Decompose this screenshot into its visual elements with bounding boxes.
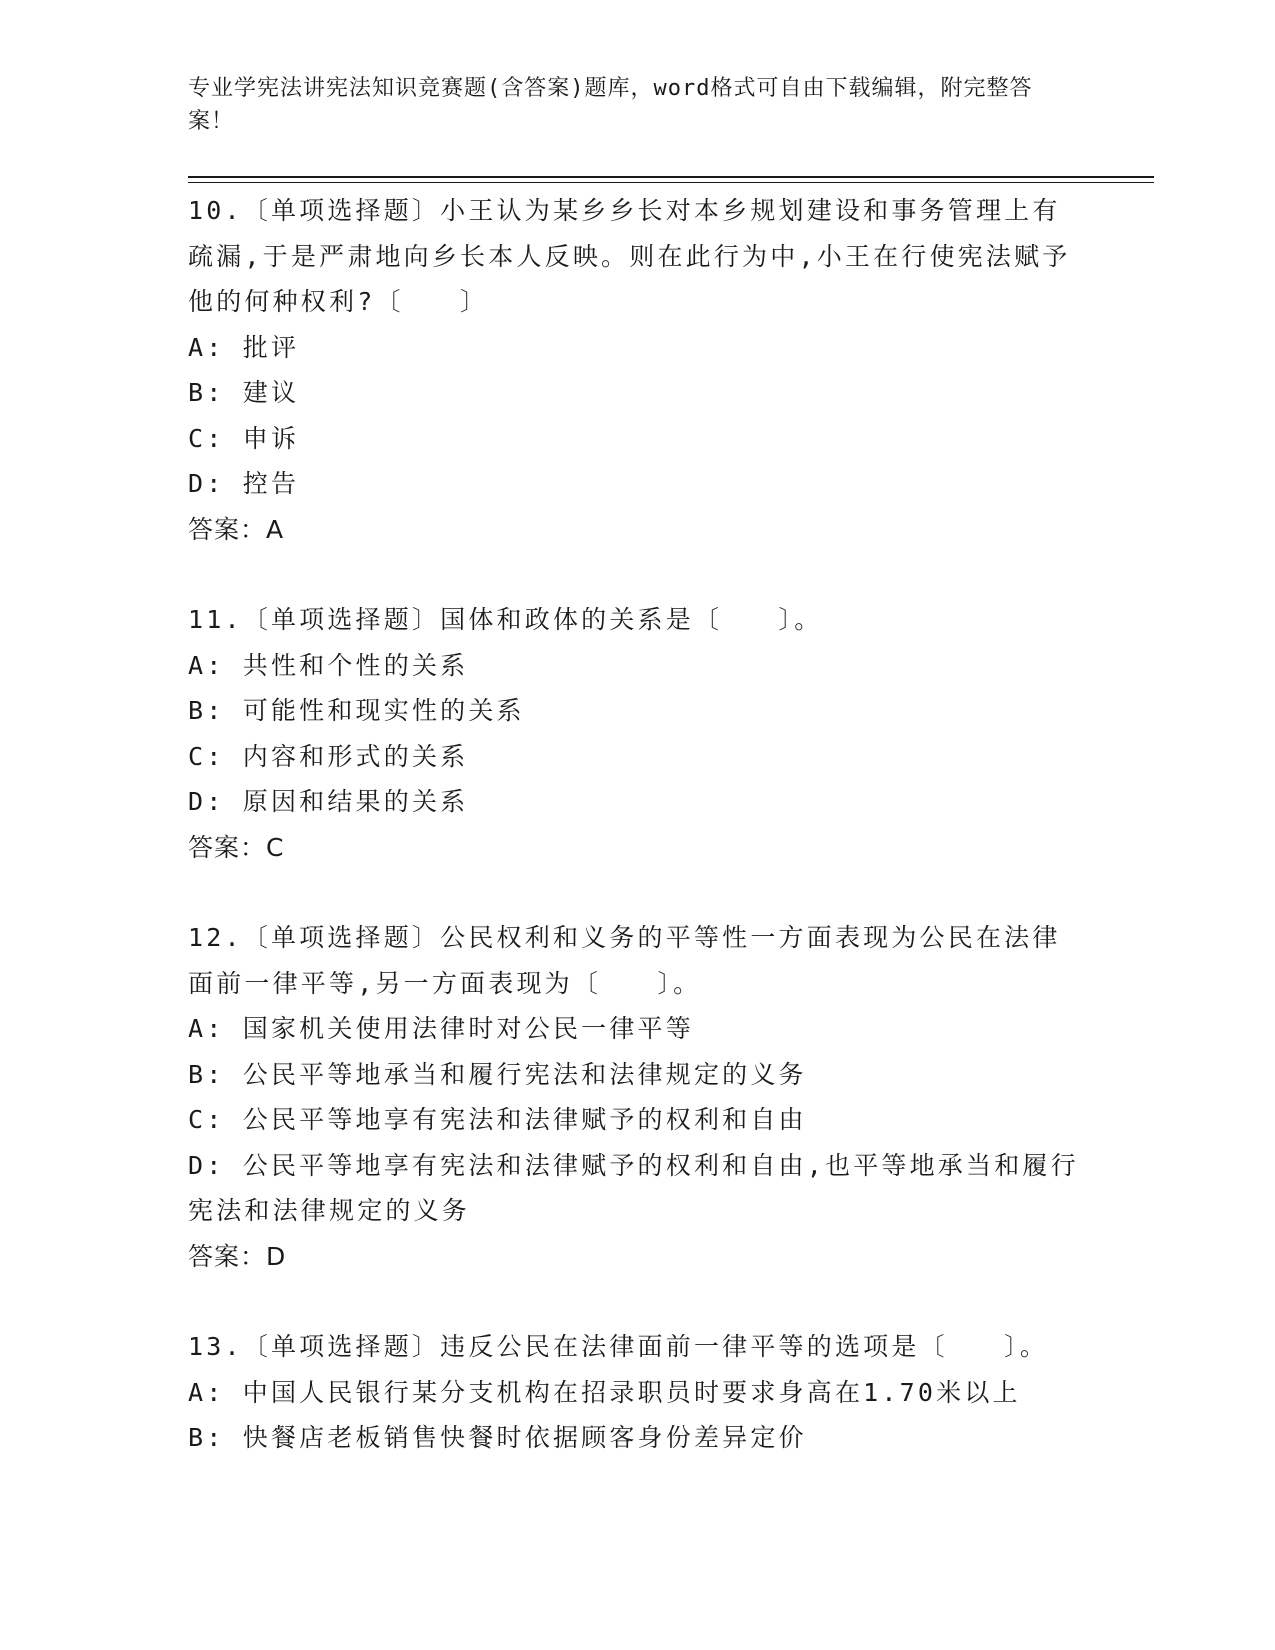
- option-c: C: 申诉: [188, 423, 300, 453]
- header-rule-thick: [188, 176, 1154, 178]
- question-13: [188, 1324, 1088, 1461]
- spacer: [188, 1279, 1088, 1324]
- document-header: 专业学宪法讲宪法知识竞赛题(含答案)题库，word格式可自由下载编辑，附完整答案！: [188, 76, 1033, 134]
- option-b: B: 公民平等地承当和履行宪法和法律规定的义务: [188, 1059, 807, 1089]
- answer: 答案：C: [188, 832, 285, 862]
- question-text: 12.〔单项选择题〕公民权利和义务的平等性一方面表现为公民在法律面前一律平等,另一方面表现为〔 〕。: [188, 923, 1061, 998]
- answer: 答案：D: [188, 1241, 287, 1271]
- option-a: A: 国家机关使用法律时对公民一律平等: [188, 1014, 694, 1043]
- option-d: D: 控告: [188, 469, 300, 498]
- option-b: B: 可能性和现实性的关系: [188, 696, 525, 725]
- spacer: [188, 552, 1088, 597]
- question-text: 11.〔单项选择题〕国体和政体的关系是〔 〕。: [188, 605, 823, 634]
- question-12: [188, 915, 1088, 1279]
- header-rule-thin: [188, 182, 1154, 183]
- option-d: D: 公民平等地享有宪法和法律赋予的权利和自由,也平等地承当和履行宪法和法律规定的义务: [188, 1150, 1079, 1225]
- option-a: A: 共性和个性的关系: [188, 650, 469, 680]
- option-b: B: 快餐店老板销售快餐时依据顾客身份差异定价: [188, 1423, 807, 1452]
- option-a: A: 中国人民银行某分支机构在招录职员时要求身高在1.70米以上: [188, 1377, 1021, 1407]
- question-text: 13.〔单项选择题〕违反公民在法律面前一律平等的选项是〔 〕。: [188, 1332, 1049, 1361]
- option-c: C: 内容和形式的关系: [188, 741, 469, 771]
- spacer: [188, 870, 1088, 915]
- option-d: D: 原因和结果的关系: [188, 787, 469, 816]
- question-10: [188, 188, 1088, 552]
- question-11: [188, 597, 1088, 870]
- option-c: C: 公民平等地享有宪法和法律赋予的权利和自由: [188, 1105, 807, 1134]
- answer: 答案：A: [188, 514, 285, 544]
- question-text: 10.〔单项选择题〕小王认为某乡乡长对本乡规划建设和事务管理上有疏漏,于是严肃地向乡长本人反映。则在此行为中,小王在行使宪法赋予他的何种权利?〔 〕: [188, 196, 1071, 316]
- question-list: [188, 188, 1088, 1461]
- option-b: B: 建议: [188, 378, 300, 407]
- option-a: A: 批评: [188, 332, 300, 362]
